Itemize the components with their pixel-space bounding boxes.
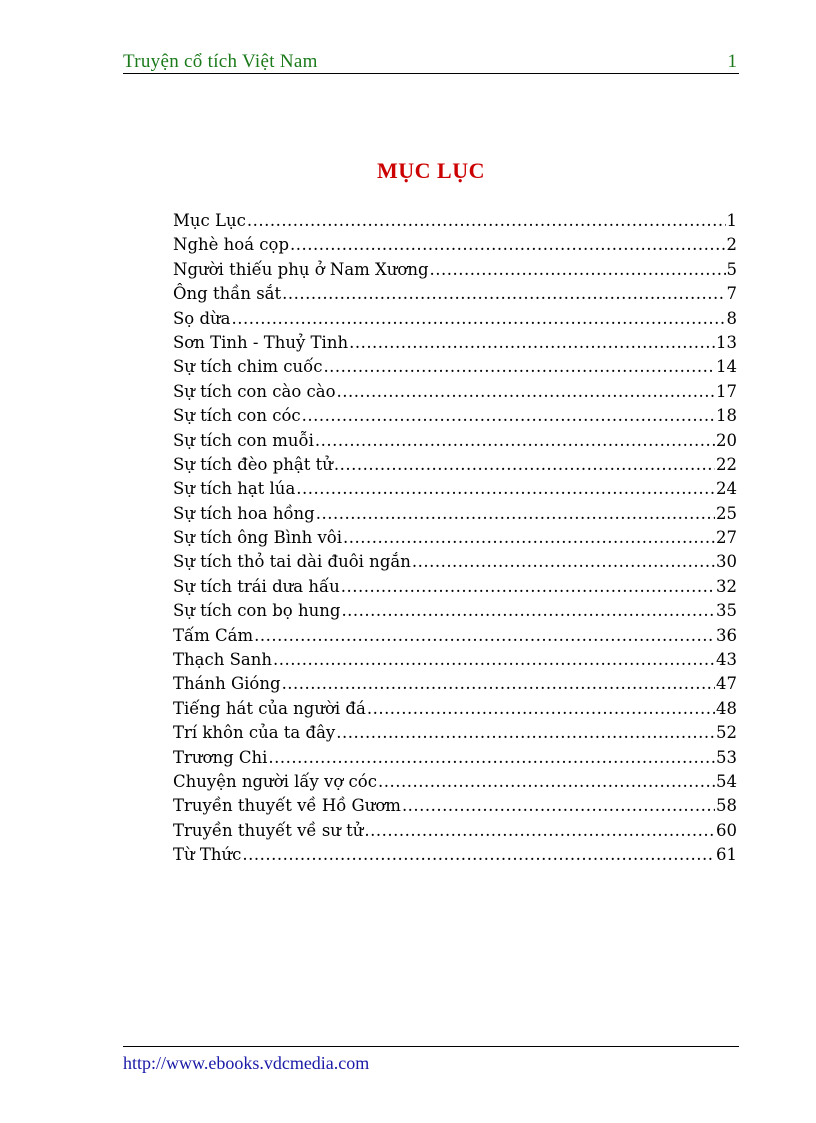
toc-leader-dots — [282, 282, 725, 306]
toc-entry[interactable] — [173, 453, 737, 477]
toc-entry-label: Chuyện người lấy vợ cóc — [173, 771, 377, 791]
toc-entry-label: Sự tích con cóc — [173, 406, 301, 426]
toc-entry-label: Sự tích hạt lúa — [173, 479, 296, 499]
toc-entry[interactable] — [173, 770, 737, 794]
toc-leader-dots — [290, 233, 725, 257]
toc-leader-dots — [242, 843, 715, 867]
toc-entry[interactable] — [173, 477, 737, 501]
toc-entry-label: Thánh Gióng — [173, 674, 281, 694]
toc-leader-dots — [341, 599, 715, 623]
toc-entry-page: 18 — [716, 406, 737, 426]
toc-entry-page: 17 — [716, 381, 737, 401]
toc-entry[interactable] — [173, 697, 737, 721]
toc-entry-page: 2 — [726, 235, 737, 255]
toc-leader-dots — [316, 502, 715, 526]
toc-leader-dots — [323, 355, 715, 379]
toc-entry-label: Người thiếu phụ ở Nam Xương — [173, 259, 429, 279]
toc-entry-label: Trương Chi — [173, 747, 268, 767]
toc-entry-label: Từ Thức — [173, 845, 242, 865]
toc-entry-label: Sự tích con cào cào — [173, 381, 336, 401]
toc-entry-page: 36 — [716, 625, 737, 645]
toc-entry[interactable] — [173, 233, 737, 257]
toc-entry-page: 14 — [716, 357, 737, 377]
toc-entry-label: Mục Lục — [173, 211, 246, 230]
toc-entry[interactable] — [173, 648, 737, 672]
toc-entry-label: Thạch Sanh — [173, 650, 272, 670]
toc-entry-page: 27 — [716, 528, 737, 548]
toc-entry[interactable] — [173, 721, 737, 745]
toc-entry-page: 32 — [716, 576, 737, 596]
toc-entry[interactable] — [173, 526, 737, 550]
toc-entry-page: 54 — [716, 771, 737, 791]
toc-entry-label: Sự tích con bọ hung — [173, 601, 341, 621]
toc-entry-label: Nghè hoá cọp — [173, 235, 290, 255]
toc-entry-page: 13 — [716, 332, 737, 352]
toc-entry[interactable] — [173, 624, 737, 648]
toc-entry-label: Tấm Cám — [173, 625, 254, 645]
toc-leader-dots — [273, 648, 715, 672]
toc-entry-label: Truyền thuyết về Hồ Gươm — [173, 796, 401, 816]
footer-link[interactable]: http://www.ebooks.vdcmedia.com — [123, 1053, 370, 1073]
toc-leader-dots — [367, 697, 715, 721]
toc-entry[interactable] — [173, 355, 737, 379]
toc-entry-page: 8 — [726, 308, 737, 328]
toc-entry[interactable] — [173, 843, 737, 867]
toc-entry[interactable] — [173, 550, 737, 574]
table-of-contents — [173, 209, 737, 868]
page-footer — [123, 1046, 739, 1073]
toc-entry-page: 1 — [726, 211, 737, 230]
toc-entry[interactable] — [173, 282, 737, 306]
toc-leader-dots — [336, 721, 715, 745]
toc-leader-dots — [315, 429, 715, 453]
toc-entry-label: Sự tích thỏ tai dài đuôi ngắn — [173, 552, 411, 572]
toc-entry-page: 47 — [716, 674, 737, 694]
toc-leader-dots — [232, 307, 726, 331]
toc-entry[interactable] — [173, 794, 737, 818]
toc-entry[interactable] — [173, 746, 737, 770]
toc-entry-page: 5 — [726, 259, 737, 279]
toc-leader-dots — [337, 380, 715, 404]
toc-entry-label: Ông thần sắt — [173, 284, 282, 304]
toc-leader-dots — [364, 819, 715, 843]
toc-entry-page: 7 — [726, 284, 737, 304]
toc-leader-dots — [402, 794, 715, 818]
toc-leader-dots — [282, 672, 715, 696]
toc-entry[interactable] — [173, 502, 737, 526]
toc-entry-page: 25 — [716, 503, 737, 523]
toc-entry-page: 43 — [716, 650, 737, 670]
toc-entry[interactable] — [173, 599, 737, 623]
toc-entry-page: 61 — [716, 845, 737, 865]
toc-entry-label: Trí khôn của ta đây — [173, 723, 336, 743]
toc-entry-label: Sự tích trái dưa hấu — [173, 576, 340, 596]
toc-entry[interactable] — [173, 429, 737, 453]
page-number: 1 — [727, 51, 737, 72]
toc-entry-label: Sự tích chim cuốc — [173, 357, 323, 377]
toc-entry[interactable] — [173, 672, 737, 696]
toc-leader-dots — [296, 477, 715, 501]
toc-leader-dots — [430, 258, 726, 282]
toc-entry-page: 52 — [716, 723, 737, 743]
toc-entry-page: 48 — [716, 698, 737, 718]
toc-entry-label: Truyền thuyết về sư tử — [173, 820, 364, 840]
toc-leader-dots — [254, 624, 715, 648]
toc-entry-page: 20 — [716, 430, 737, 450]
toc-leader-dots — [412, 550, 715, 574]
toc-entry-page: 24 — [716, 479, 737, 499]
toc-entry[interactable] — [173, 575, 737, 599]
toc-leader-dots — [343, 526, 715, 550]
toc-entry-page: 35 — [716, 601, 737, 621]
toc-entry[interactable] — [173, 404, 737, 428]
toc-entry[interactable] — [173, 819, 737, 843]
toc-entry-page: 22 — [716, 454, 737, 474]
toc-entry-page: 58 — [716, 796, 737, 816]
toc-entry[interactable] — [173, 380, 737, 404]
toc-entry[interactable] — [173, 307, 737, 331]
toc-leader-dots — [302, 404, 715, 428]
toc-entry-page: 60 — [716, 820, 737, 840]
toc-heading: MỤC LỤC — [377, 158, 485, 183]
book-title: Truyện cổ tích Việt Nam — [123, 51, 318, 72]
toc-leader-dots — [334, 453, 715, 477]
toc-leader-dots — [349, 331, 715, 355]
toc-leader-dots — [378, 770, 715, 794]
toc-entry-label: Sự tích đèo phật tử — [173, 454, 333, 474]
toc-entry-label: Sự tích hoa hồng — [173, 503, 315, 523]
toc-entry[interactable] — [173, 209, 737, 233]
toc-leader-dots — [268, 746, 715, 770]
toc-entry-label: Tiếng hát của người đá — [173, 698, 366, 718]
toc-entry[interactable] — [173, 331, 737, 355]
toc-entry[interactable] — [173, 258, 737, 282]
toc-entry-page: 30 — [716, 552, 737, 572]
toc-entry-label: Sọ dừa — [173, 308, 231, 328]
page-header — [123, 50, 739, 74]
toc-leader-dots — [247, 209, 726, 233]
toc-entry-label: Sự tích con muỗi — [173, 430, 314, 450]
toc-leader-dots — [341, 575, 715, 599]
toc-entry-label: Sơn Tinh - Thuỷ Tinh — [173, 332, 349, 352]
toc-entry-label: Sự tích ông Bình vôi — [173, 528, 342, 548]
toc-entry-page: 53 — [716, 747, 737, 767]
